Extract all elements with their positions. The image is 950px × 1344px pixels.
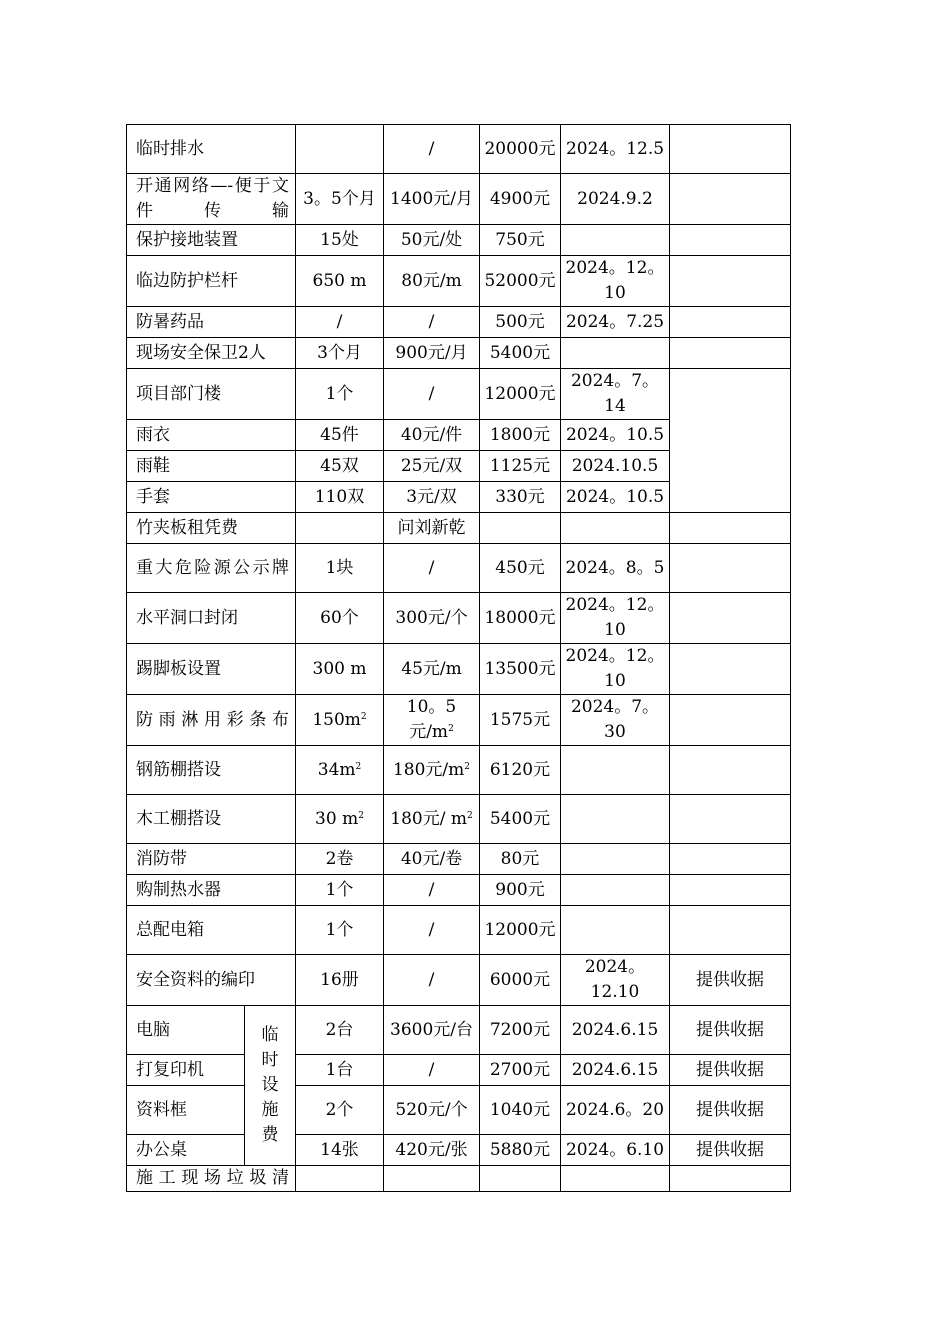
item-name: 水平洞口封闭 bbox=[127, 593, 296, 644]
item-total: 80元 bbox=[480, 844, 561, 875]
item-note bbox=[670, 593, 791, 644]
item-quantity: 3。5个月 bbox=[296, 174, 384, 225]
item-date bbox=[561, 795, 670, 844]
item-unit-price: 900元/月 bbox=[384, 338, 480, 369]
item-name: 踢脚板设置 bbox=[127, 644, 296, 695]
table-row bbox=[127, 1166, 791, 1192]
item-total: 6000元 bbox=[480, 955, 561, 1006]
item-note bbox=[670, 795, 791, 844]
item-total: 1040元 bbox=[480, 1086, 561, 1135]
item-unit-price: / bbox=[384, 307, 480, 338]
table-row bbox=[127, 1086, 791, 1135]
item-quantity: 650 m bbox=[296, 256, 384, 307]
item-name: 项目部门楼 bbox=[127, 369, 296, 420]
item-name: 重大危险源公示牌 bbox=[127, 544, 296, 593]
item-date: 2024。12。10 bbox=[561, 593, 670, 644]
table-row bbox=[127, 1006, 791, 1055]
table-row bbox=[127, 695, 791, 746]
item-unit-price: 180元/ $m^2$ bbox=[384, 795, 480, 844]
item-date: 2024.6。20 bbox=[561, 1086, 670, 1135]
item-total: 2700元 bbox=[480, 1055, 561, 1086]
item-total: 1800元 bbox=[480, 420, 561, 451]
item-total: 7200元 bbox=[480, 1006, 561, 1055]
item-note bbox=[670, 746, 791, 795]
item-note bbox=[670, 544, 791, 593]
item-date: 2024。12.10 bbox=[561, 955, 670, 1006]
group-label-char: 费 bbox=[261, 1125, 279, 1145]
item-date: 2024。10.5 bbox=[561, 420, 670, 451]
item-note bbox=[670, 256, 791, 307]
item-note bbox=[670, 644, 791, 695]
item-note bbox=[670, 225, 791, 256]
item-total: 6120元 bbox=[480, 746, 561, 795]
table-row bbox=[127, 513, 791, 544]
item-name: 防暑药品 bbox=[127, 307, 296, 338]
item-quantity: 30 $m^2$ bbox=[296, 795, 384, 844]
item-quantity: 45件 bbox=[296, 420, 384, 451]
item-total: 20000元 bbox=[480, 125, 561, 174]
item-unit-price: / bbox=[384, 1055, 480, 1086]
item-quantity bbox=[296, 513, 384, 544]
item-quantity: 60个 bbox=[296, 593, 384, 644]
table-row bbox=[127, 369, 791, 420]
item-name: 消防带 bbox=[127, 844, 296, 875]
item-unit-price: 50元/处 bbox=[384, 225, 480, 256]
item-date bbox=[561, 513, 670, 544]
item-note bbox=[670, 513, 791, 544]
item-date bbox=[561, 844, 670, 875]
item-unit-price: 3600元/台 bbox=[384, 1006, 480, 1055]
item-unit-price: / bbox=[384, 125, 480, 174]
item-unit-price: / bbox=[384, 544, 480, 593]
item-name: 总配电箱 bbox=[127, 906, 296, 955]
item-quantity: 15处 bbox=[296, 225, 384, 256]
group-label-char: 设 bbox=[261, 1075, 279, 1095]
item-unit-price: 420元/张 bbox=[384, 1135, 480, 1166]
item-total: 450元 bbox=[480, 544, 561, 593]
item-unit-price: 45元/m bbox=[384, 644, 480, 695]
item-date: 2024.6.15 bbox=[561, 1055, 670, 1086]
item-total: 900元 bbox=[480, 875, 561, 906]
item-date: 2024。12。10 bbox=[561, 644, 670, 695]
item-name: 开通网络—-便于文件传输 bbox=[127, 174, 296, 225]
item-total: 750元 bbox=[480, 225, 561, 256]
item-quantity: 300 m bbox=[296, 644, 384, 695]
item-total: 4900元 bbox=[480, 174, 561, 225]
item-quantity: $150m^2$ bbox=[296, 695, 384, 746]
item-name: 钢筋棚搭设 bbox=[127, 746, 296, 795]
item-name: 现场安全保卫2人 bbox=[127, 338, 296, 369]
item-quantity: 16册 bbox=[296, 955, 384, 1006]
table-row bbox=[127, 225, 791, 256]
item-quantity: 45双 bbox=[296, 451, 384, 482]
item-total: 330元 bbox=[480, 482, 561, 513]
item-total bbox=[480, 513, 561, 544]
item-unit-price: 300元/个 bbox=[384, 593, 480, 644]
item-quantity bbox=[296, 1166, 384, 1192]
table-row bbox=[127, 1055, 791, 1086]
item-quantity: $34m^2$ bbox=[296, 746, 384, 795]
item-unit-price: 40元/卷 bbox=[384, 844, 480, 875]
item-date: 2024.9.2 bbox=[561, 174, 670, 225]
item-unit-price: / bbox=[384, 369, 480, 420]
item-name: 雨衣 bbox=[127, 420, 296, 451]
table-row bbox=[127, 644, 791, 695]
item-note: 提供收据 bbox=[670, 955, 791, 1006]
item-quantity: 2台 bbox=[296, 1006, 384, 1055]
item-note bbox=[670, 174, 791, 225]
item-date bbox=[561, 338, 670, 369]
item-total: 1575元 bbox=[480, 695, 561, 746]
item-date: 2024。12.5 bbox=[561, 125, 670, 174]
table-row bbox=[127, 256, 791, 307]
item-date bbox=[561, 746, 670, 795]
item-name: 临时排水 bbox=[127, 125, 296, 174]
item-unit-price: 1400元/月 bbox=[384, 174, 480, 225]
item-date: 2024。7。30 bbox=[561, 695, 670, 746]
item-note bbox=[670, 307, 791, 338]
item-date bbox=[561, 906, 670, 955]
item-unit-price: / bbox=[384, 955, 480, 1006]
item-note bbox=[670, 906, 791, 955]
item-date: 2024。7.25 bbox=[561, 307, 670, 338]
item-total: 12000元 bbox=[480, 906, 561, 955]
item-name: 手套 bbox=[127, 482, 296, 513]
item-quantity: 1块 bbox=[296, 544, 384, 593]
item-date: 2024.6.15 bbox=[561, 1006, 670, 1055]
table-row bbox=[127, 593, 791, 644]
item-note: 提供收据 bbox=[670, 1135, 791, 1166]
group-label bbox=[245, 1006, 296, 1166]
item-date bbox=[561, 1166, 670, 1192]
item-unit-price: 520元/个 bbox=[384, 1086, 480, 1135]
item-unit-price: 25元/双 bbox=[384, 451, 480, 482]
item-note: 提供收据 bbox=[670, 1086, 791, 1135]
item-name: 防雨淋用彩条布 bbox=[127, 695, 296, 746]
item-quantity: / bbox=[296, 307, 384, 338]
table-row bbox=[127, 906, 791, 955]
table-row bbox=[127, 795, 791, 844]
item-name: 施工现场垃圾清 bbox=[127, 1166, 296, 1192]
item-quantity: 14张 bbox=[296, 1135, 384, 1166]
table-row bbox=[127, 174, 791, 225]
item-unit-price: / bbox=[384, 875, 480, 906]
item-total: 52000元 bbox=[480, 256, 561, 307]
item-quantity: 2卷 bbox=[296, 844, 384, 875]
item-total: 13500元 bbox=[480, 644, 561, 695]
item-date: 2024。6.10 bbox=[561, 1135, 670, 1166]
item-date: 2024。7。14 bbox=[561, 369, 670, 420]
item-note bbox=[670, 695, 791, 746]
item-name: 保护接地装置 bbox=[127, 225, 296, 256]
item-total: 18000元 bbox=[480, 593, 561, 644]
item-name: 打复印机 bbox=[127, 1055, 245, 1086]
item-date bbox=[561, 875, 670, 906]
item-date: 2024。12。10 bbox=[561, 256, 670, 307]
table-row bbox=[127, 307, 791, 338]
item-note bbox=[670, 338, 791, 369]
item-total: 12000元 bbox=[480, 369, 561, 420]
item-unit-price bbox=[384, 1166, 480, 1192]
item-name: 电脑 bbox=[127, 1006, 245, 1055]
table-row bbox=[127, 746, 791, 795]
item-unit-price: 180元$/m^2$ bbox=[384, 746, 480, 795]
item-quantity: 1台 bbox=[296, 1055, 384, 1086]
item-quantity: 1个 bbox=[296, 906, 384, 955]
group-label-char: 临 bbox=[261, 1025, 279, 1045]
table-row bbox=[127, 338, 791, 369]
item-name: 办公桌 bbox=[127, 1135, 245, 1166]
group-label-char: 时 bbox=[261, 1050, 279, 1070]
item-note bbox=[670, 125, 791, 174]
item-quantity: 2个 bbox=[296, 1086, 384, 1135]
item-total: 5880元 bbox=[480, 1135, 561, 1166]
table-row bbox=[127, 875, 791, 906]
item-note: 提供收据 bbox=[670, 1006, 791, 1055]
item-name: 雨鞋 bbox=[127, 451, 296, 482]
table-row bbox=[127, 955, 791, 1006]
item-date: 2024。10.5 bbox=[561, 482, 670, 513]
item-total: 5400元 bbox=[480, 795, 561, 844]
item-unit-price: / bbox=[384, 906, 480, 955]
expense-table bbox=[126, 124, 791, 1192]
item-total bbox=[480, 1166, 561, 1192]
item-quantity: 1个 bbox=[296, 875, 384, 906]
item-name: 木工棚搭设 bbox=[127, 795, 296, 844]
item-note bbox=[670, 875, 791, 906]
item-total: 500元 bbox=[480, 307, 561, 338]
item-unit-price: 3元/双 bbox=[384, 482, 480, 513]
item-name: 竹夹板租凭费 bbox=[127, 513, 296, 544]
item-note bbox=[670, 844, 791, 875]
item-total: 5400元 bbox=[480, 338, 561, 369]
table-row bbox=[127, 844, 791, 875]
table-row bbox=[127, 125, 791, 174]
item-quantity: 110双 bbox=[296, 482, 384, 513]
item-note bbox=[670, 369, 791, 513]
item-quantity bbox=[296, 125, 384, 174]
table-row bbox=[127, 544, 791, 593]
item-quantity: 1个 bbox=[296, 369, 384, 420]
item-date: 2024。8。5 bbox=[561, 544, 670, 593]
item-name: 资料框 bbox=[127, 1086, 245, 1135]
item-date: 2024.10.5 bbox=[561, 451, 670, 482]
item-date bbox=[561, 225, 670, 256]
item-name: 临边防护栏杆 bbox=[127, 256, 296, 307]
item-unit-price: 问刘新乾 bbox=[384, 513, 480, 544]
item-unit-price: 10。5元$/m^2$ bbox=[384, 695, 480, 746]
item-unit-price: 40元/件 bbox=[384, 420, 480, 451]
item-name: 购制热水器 bbox=[127, 875, 296, 906]
item-note: 提供收据 bbox=[670, 1055, 791, 1086]
item-name: 安全资料的编印 bbox=[127, 955, 296, 1006]
item-total: 1125元 bbox=[480, 451, 561, 482]
item-unit-price: 80元/m bbox=[384, 256, 480, 307]
table-row bbox=[127, 1135, 791, 1166]
group-label-char: 施 bbox=[261, 1100, 279, 1120]
item-quantity: 3个月 bbox=[296, 338, 384, 369]
item-note bbox=[670, 1166, 791, 1192]
